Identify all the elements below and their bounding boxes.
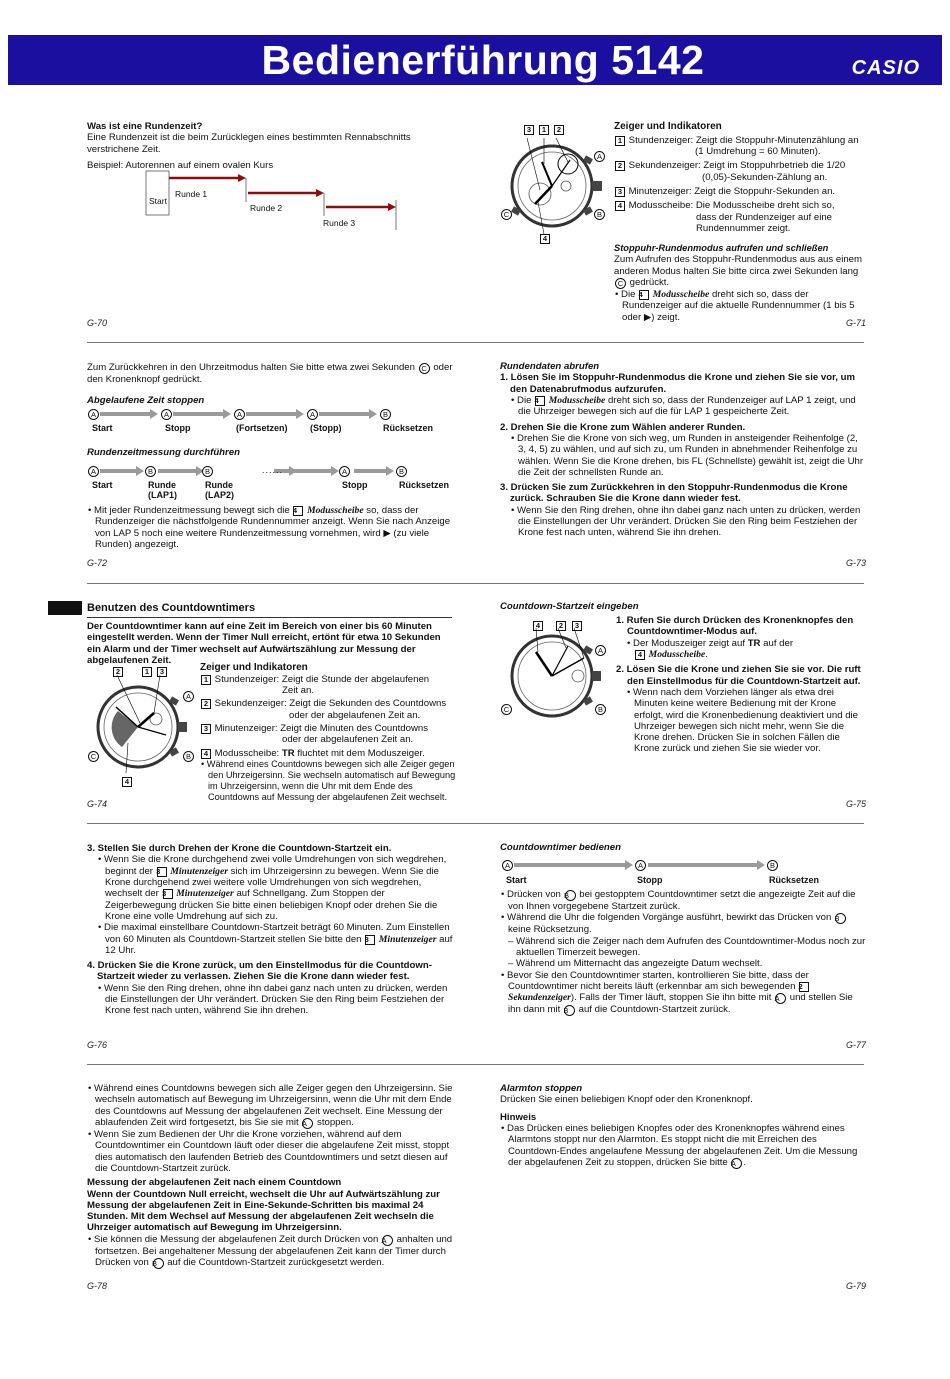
item-2-label: Sekundenzeiger:: [628, 160, 701, 172]
g77-d1: – Während sich die Zeiger nach dem Aufrufen des Countdowntimer-Modus noch zur aktuellen Timerzeit bewegen.: [508, 935, 866, 958]
section-g74-indicators: [200, 662, 458, 802]
intro-countdown: Der Countdowntimer kann auf eine Zeit im Bereich von einer bis 60 Minuten eingestellt werden. Wenn der Timer Null erreicht, ertönt für etwa 10 Sekunden ein Alarm und der Timer wechselt auf Aufwärtszählung zur Messung der abgelaufenen Zeit.: [87, 620, 441, 666]
flow2-label-ruecksetzen: Rücksetzen: [399, 480, 450, 490]
watch-label-4: 4: [540, 234, 550, 244]
cd-item-4: 4 Modusscheibe: TR fluchtet mit dem Moduszeiger.: [200, 748, 458, 759]
flow-diagram-runden: [86, 464, 406, 478]
cd-watch-label-4: 4: [122, 777, 132, 787]
heading-startzeit: Countdown-Startzeit eingeben: [500, 601, 639, 612]
flow3-label-stopp: Stopp: [637, 875, 663, 885]
label-start: Start: [149, 196, 167, 206]
flow3-btn-2: A: [635, 860, 646, 871]
page-number-g75: G-75: [846, 799, 867, 809]
item-1: [614, 135, 869, 158]
divider-4: [87, 1064, 864, 1065]
section-g74: [87, 602, 457, 666]
cd-button-a-label: A: [183, 691, 194, 702]
watch-diagram-startzeit: [500, 616, 610, 726]
page-number-g76: G-76: [87, 1040, 108, 1050]
st-step-2-bullet: • Wenn nach dem Vorziehen länger als etwa drei Minuten keine weitere Bedienung mit der Krone erfolgt, wird die Kronenbedienung deaktiviert und die Uhrzeiger bewegen sich nicht mehr, wenn Sie die Krone drehen. Drücken Sie in solchen Fällen die Krone zurück und ziehen Sie sie wieder vor.: [627, 686, 859, 755]
heading-stoppuhr-runden: Stoppuhr-Rundenmodus aufrufen und schließen: [614, 243, 829, 254]
flow1-btn-4: A: [307, 409, 318, 420]
cd-button-c-label: C: [88, 751, 99, 762]
cd-step-3-b1: • Wenn Sie die Krone durchgehend zwei volle Umdrehungen von sich wegdrehen, beginnt der 3 Minutenzeiger sich im Uhrzeigersinn zu bewegen. Wenn Sie die Krone durchgehend zwei weitere volle Umdrehungen von sich wegdrehen, wechselt der 3 Minutenzeiger auf Schnellgang. Zum Stoppen der Zeigerbewegung drücken Sie bitte einen beliebigen Knopf oder drehen Sie die Krone eine volle Umdrehung auf sich zu.: [98, 854, 447, 922]
st-watch-label-2: 2: [556, 621, 566, 631]
flow1-label-stopp: Stopp: [165, 423, 191, 433]
st-watch-label-3: 3: [572, 621, 582, 631]
section-g79: [500, 1083, 868, 1169]
section-marker: [48, 601, 82, 615]
watch-diagram-lap: [500, 122, 610, 247]
flow2-btn-1: A: [88, 466, 99, 477]
heading-zeiger-cd: Zeiger und Indikatoren: [200, 662, 308, 673]
flow2-label-lap1: (LAP1): [148, 490, 177, 500]
st-button-b-label: B: [595, 704, 606, 715]
flow2-label-runde1: Runde: [148, 480, 176, 490]
cd-button-b-label: B: [183, 751, 194, 762]
st-step-1-bullet: • Der Moduszeiger zeigt auf TR auf der: [627, 637, 794, 649]
btn-c-inline: C: [615, 278, 626, 289]
g77-b2: • Während die Uhr die folgenden Vorgänge ausführt, bewirkt das Drücken von B keine Rücksetzung.: [500, 912, 868, 935]
step-1: 1. Lösen Sie im Stoppuhr-Rundenmodus die Krone und ziehen Sie sie vor, um den Datenabrufmodus aufzurufen.: [500, 372, 856, 395]
item-3-text: Zeigt die Stoppuhr-Sekunden an.: [694, 186, 836, 198]
cd-item-1: 1 Stundenzeiger: Zeigt die Stunde der abgelaufenen Zeit an.: [200, 674, 458, 697]
flow2-label-lap2: (LAP2): [205, 490, 234, 500]
text-rundenzeit: Eine Rundenzeit ist die beim Zurücklegen eines bestimmten Rennabschnitts verstrichene Zeit.: [87, 132, 411, 155]
st-step-1: 1. Rufen Sie durch Drücken des Kronenknopfes den Countdowntimer-Modus auf.: [616, 615, 854, 638]
st-step-2: 2. Lösen Sie die Krone und ziehen Sie sie vor. Die ruft den Einstellmodus für die Countdown-Startzeit auf.: [616, 664, 861, 687]
step-3-bullet: • Wenn Sie den Ring drehen, ohne ihn dabei ganz nach unten zu drücken, werden die Einstellungen der Uhr verändert. Drücken Sie den Ring beim Festziehen der Krone fest nach unten, während Sie ihn drehen.: [511, 504, 861, 539]
watch-label-1: 1: [539, 125, 549, 135]
step-2: 2. Drehen Sie die Krone zum Wählen anderer Runden.: [500, 421, 746, 433]
flow2-label-stopp: Stopp: [342, 480, 368, 490]
flow1-btn-2: A: [161, 409, 172, 420]
flow1-btn-3: A: [234, 409, 245, 420]
section-g75: 1. Rufen Sie durch Drücken des Kronenknopfes den Countdowntimer-Modus auf. • Der Moduszeiger zeigt auf TR auf der 4 Modusscheibe. 2. Lösen Sie die Krone und ziehen Sie sie vor. Die ruft den Einstellmodus für die Countdown-Startzeit auf. • Wenn nach dem Vorziehen länger als etwa drei Minuten keine weitere Bedienung mit der Krone erfolgt, wird die Kronenbedienung deaktiviert und die Uhrzeiger bewegen sich nicht mehr, wenn Sie die Krone drehen. Drücken Sie in solchen Fällen die Krone zurück und ziehen Sie sie wieder vor.: [616, 615, 868, 755]
heading-rundendaten: Rundendaten abrufen: [500, 361, 600, 372]
item-2-text: Zeigt im Stoppuhrbetrieb die 1/20: [703, 160, 846, 172]
st-button-a-label: A: [595, 645, 606, 656]
page-number-g73: G-73: [846, 558, 867, 568]
item-4-label: Modusscheibe:: [628, 200, 694, 212]
flow1-label-fortsetzen: (Fortsetzen): [236, 423, 288, 433]
item-1-text: Zeigt die Stoppuhr-Minutenzählung an: [695, 134, 859, 146]
step-1-bullet: • Die 4 Modusscheibe dreht sich so, dass der Rundenzeiger auf LAP 1 zeigt, und die Uhrzeiger bewegen sich auf die für LAP 1 gespeicherte Zeit.: [511, 394, 856, 418]
divider-2: [87, 583, 864, 584]
item-4-cont: dass der Rundenzeiger auf eine Rundennummer zeigt.: [696, 211, 833, 234]
heading-stoppen: Abgelaufene Zeit stoppen: [87, 395, 205, 407]
flow1-label-ruecksetzen: Rücksetzen: [383, 423, 434, 433]
item-2: [614, 160, 869, 183]
step-2-bullet: • Drehen Sie die Krone von sich weg, um Runden in ansteigender Reihenfolge (2, 3, 4, 5) zu wählen, und auf sich zu, um Runden in abnehmender Reihenfolge zu wählen. Wenn Sie die Krone drehen, bis FL (Schnellste) gewählt ist, zeigt die Uhr die Zeit der schnellsten Runde an.: [511, 432, 864, 478]
item-1-cont: (1 Umdrehung = 60 Minuten).: [695, 146, 821, 158]
item-2-cont: (0,05)-Sekunden-Zählung an.: [702, 171, 828, 183]
cd-watch-label-3: 3: [157, 667, 167, 677]
g78-para: Wenn der Countdown Null erreicht, wechselt die Uhr auf Aufwärtszählung zur Messung der abgelaufenen Zeit in Eine-Sekunde-Schritten bis maximal 24 Stunden. Mit dem Wechsel auf Messung der abgelaufenen Zeit wechseln die Uhrzeiger automatisch auf Bewegung im Uhrzeigersinn.: [87, 1188, 440, 1234]
flow2-btn-5: B: [396, 466, 407, 477]
text-example: Beispiel: Autorennen auf einem ovalen Kurs: [87, 159, 274, 171]
label-lap3: Runde 3: [323, 218, 356, 228]
heading-countdown: Benutzen des Countdowntimers: [87, 602, 256, 614]
item-4-text: Die Modusscheibe dreht sich so,: [695, 200, 835, 212]
flow1-label-start: Start: [92, 423, 113, 433]
cd-step-3-b2: • Die maximal einstellbare Countdown-Startzeit beträgt 60 Minuten. Zum Einstellen von 60 Minuten als Countdown-Startzeit stellen Sie bitte den 3 Minutenzeiger auf 12 Uhr.: [98, 922, 453, 956]
flow2-btn-2: B: [145, 466, 156, 477]
cd-bullet: • Während eines Countdowns bewegen sich alle Zeiger gegen den Uhrzeigersinn. Sie wechseln automatisch auf Bewegung im Uhrzeigersinn, wenn die Uhr mit dem Ende des Countdowns auf Messung der abgelaufenen Zeit wechselt.: [201, 758, 456, 802]
flow3-btn-3: B: [767, 860, 778, 871]
text-alarmton: Drücken Sie einen beliebigen Knopf oder den Kronenknopf.: [500, 1094, 753, 1106]
section-g78: [87, 1083, 455, 1269]
divider-1: [87, 342, 864, 343]
button-b-label: B: [594, 209, 605, 220]
button-c-label: C: [501, 209, 512, 220]
st-watch-label-4: 4: [533, 621, 543, 631]
section-g77: [500, 889, 868, 1016]
text-stoppuhr-runden: Zum Aufrufen des Stoppuhr-Rundenmodus aus aus einem anderen Modus halten Sie bitte circa zwei Sekunden lang C gedrückt.: [614, 254, 862, 288]
flow3-label-ruecksetzen: Rücksetzen: [769, 875, 820, 885]
heading-hinweis: Hinweis: [500, 1111, 537, 1123]
flow1-btn-5: B: [380, 409, 391, 420]
item-1-label: Stundenzeiger:: [628, 134, 694, 146]
heading-rundenzeit: Was ist eine Rundenzeit?: [87, 121, 203, 132]
flow2-btn-3: B: [202, 466, 213, 477]
section-g72-intro: [87, 362, 457, 407]
label-lap2: Runde 2: [250, 203, 283, 213]
g77-d2: – Während um Mitternacht das angezeigte Datum wechselt.: [508, 958, 763, 970]
note-g72: • Mit jeder Rundenzeitmessung bewegt sich die 4 Modusscheibe so, dass der Rundenzeiger die nächstfolgende Rundennummer anzeigt. Wenn Sie nach Anzeige von LAP 5 noch eine weitere Rundenzeitmessung vornehmen, wird ▶ (zu viele Runden) angezeigt.: [88, 505, 451, 550]
bullet-modusscheibe: • Die 4 Modusscheibe dreht sich so, dass der Rundenzeiger auf die aktuelle Rundennummer (1 bis 5 oder ▶) zeigt.: [615, 288, 855, 323]
g78-b1: • Während eines Countdowns bewegen sich alle Zeiger gegen den Uhrzeigersinn. Sie wechseln automatisch auf Bewegung im Uhrzeigersinn, wenn die Uhr mit dem Ende des Countdowns auf Messung der abgelaufenen Zeit wechselt. Eine Messung der ablaufenden Zeit wird fortgesetzt, bis Sie sie mit A stoppen.: [88, 1083, 453, 1128]
label-lap1: Runde 1: [175, 189, 208, 199]
flow2-label-start: Start: [92, 480, 113, 490]
page-number-g74: G-74: [87, 799, 108, 809]
page-number-g77: G-77: [846, 1040, 867, 1050]
flow1-label-stopp2: (Stopp): [310, 423, 342, 433]
cd-step-4: 4. Drücken Sie die Krone zurück, um den Einstellmodus für die Countdown-Startzeit wieder zu verlassen. Ziehen Sie die Krone dann wieder fest.: [87, 960, 432, 983]
num-1: 1: [615, 136, 625, 146]
flow3-btn-1: A: [502, 860, 513, 871]
heading-rundenmessung: Rundenzeitmessung durchführen: [87, 447, 240, 458]
watch-label-2: 2: [554, 125, 564, 135]
header-banner: [8, 35, 942, 85]
item-3: [614, 186, 869, 197]
g79-b1: • Das Drücken eines beliebigen Knopfes oder des Kronenknopfes während eines Alarmtons stoppt nur den Alarmton. Es stoppt nicht die mit Erreichen des Countdown-Endes angelaufene Messung der abgelaufenen Zeit. Um die Messung der abgelaufenen Zeit zu stoppen, drücken Sie bitte A .: [501, 1122, 858, 1168]
heading-alarmton: Alarmton stoppen: [500, 1083, 583, 1094]
heading-zeiger: Zeiger und Indikatoren: [614, 121, 722, 132]
brand-logo: CASIO: [851, 57, 920, 79]
flow3-label-start: Start: [506, 875, 527, 885]
page-number-g71: G-71: [846, 318, 867, 328]
cd-step-4-bullet: • Wenn Sie den Ring drehen, ohne ihn dabei ganz nach unten zu drücken, werden die Einstellungen der Uhr verändert. Drücken Sie den Ring beim Festziehen der Krone fest nach unten, während Sie ihn drehen.: [98, 982, 448, 1017]
cd-watch-label-1: 1: [142, 667, 152, 677]
num-2: 2: [615, 161, 625, 171]
watch-label-3: 3: [524, 125, 534, 135]
g78-heading: Messung der abgelaufenen Zeit nach einem Countdown: [87, 1177, 342, 1189]
heading-countdown-bedienen: Countdowntimer bedienen: [500, 842, 621, 853]
item-4: [614, 200, 869, 234]
cd-item-2: 2 Sekundenzeiger: Zeigt die Sekunden des Countdowns oder der abgelaufenen Zeit an.: [200, 698, 458, 721]
divider-3: [87, 823, 864, 824]
section-g73: [500, 361, 868, 539]
text-g72-intro: Zum Zurückkehren in den Uhrzeitmodus halten Sie bitte etwa zwei Sekunden C oder den Kronenknopf gedrückt.: [87, 362, 453, 385]
cd-step-3: 3. Stellen Sie durch Drehen der Krone die Countdown-Startzeit ein.: [87, 843, 392, 854]
g78-b3: • Sie können die Messung der abgelaufenen Zeit durch Drücken von A anhalten und fortsetzen. Bei angehaltener Messung der abgelaufenen Zeit kann der Timer durch Drücken von B auf die Countdown-Startzeit zurückgesetzt werden.: [88, 1233, 453, 1269]
page-number-g70: G-70: [87, 318, 108, 328]
section-g71: [614, 121, 869, 323]
cd-item-3: 3 Minutenzeiger: Zeigt die Minuten des Countdowns oder der abgelaufenen Zeit an.: [200, 723, 458, 746]
page-title: Bedienerführung 5142: [261, 37, 705, 83]
section-g70: [87, 121, 447, 171]
g78-b2: • Wenn Sie zum Bedienen der Uhr die Krone vorziehen, während auf dem Countdowntimer ein Countdown läuft oder dieser die abgelaufene Zeit misst, stoppt dies automatisch den laufenden Betrieb des Countdowntimers und setzt diesen auf die Countdown-Startzeit zurück.: [88, 1128, 450, 1174]
cd-watch-label-2: 2: [113, 667, 123, 677]
flow2-dots: ......: [262, 465, 284, 475]
flow2-btn-4: A: [339, 466, 350, 477]
num-4: 4: [615, 201, 625, 211]
flow1-btn-1: A: [88, 409, 99, 420]
page-number-g72: G-72: [87, 558, 108, 568]
flow2-label-runde2: Runde: [205, 480, 233, 490]
page-number-g79: G-79: [846, 1281, 867, 1291]
watch-diagram-countdown: [88, 663, 193, 783]
st-button-c-label: C: [501, 704, 512, 715]
num-3: 3: [615, 187, 625, 197]
section-g76: [87, 843, 455, 1017]
g77-b3: • Bevor Sie den Countdowntimer starten, kontrollieren Sie bitte, dass der Countdowntimer nicht bereits läuft (erkennbar am sich bewegenden 2 Sekundenzeiger). Falls der Timer läuft, stoppen Sie ihn bitte mit A und stellen Sie ihn dann mit B auf die Countdown-Startzeit zurück.: [501, 969, 853, 1016]
item-3-label: Minutenzeiger:: [628, 186, 692, 198]
button-a-label: A: [594, 151, 605, 162]
page-number-g78: G-78: [87, 1281, 108, 1291]
step-3: 3. Drücken Sie zum Zurückkehren in den Stoppuhr-Rundenmodus die Krone zurück. Schrauben Sie die Krone dann wieder fest.: [500, 482, 848, 505]
g77-b1: • Drücken von B bei gestopptem Countdowntimer setzt die angezeigte Zeit auf die von Ihnen vorgegebene Startzeit zurück.: [501, 889, 856, 912]
